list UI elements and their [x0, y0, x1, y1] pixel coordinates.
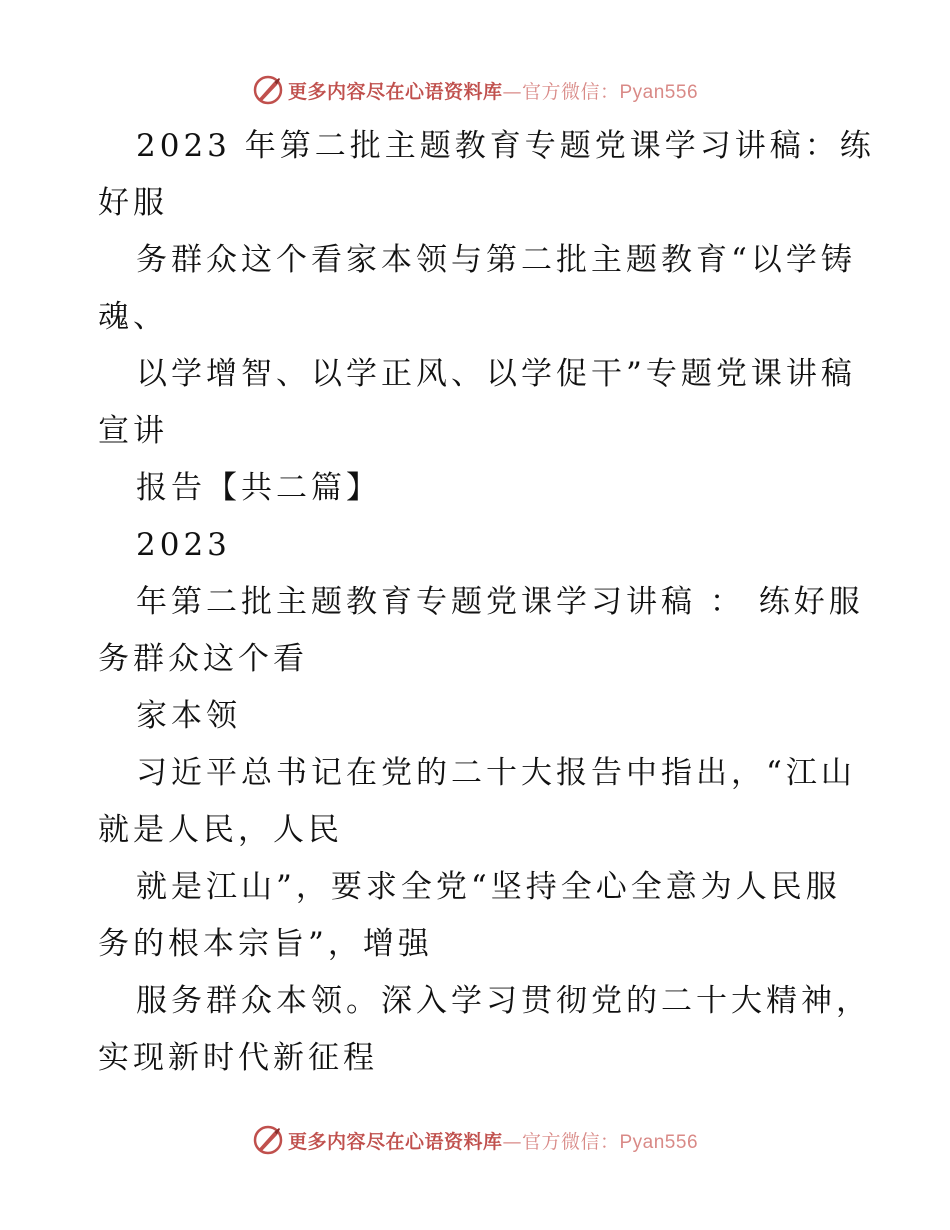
text-line: 魂、	[98, 299, 168, 335]
text-line: 以学增智、以学正风、以学促干”专题党课讲稿	[136, 356, 856, 392]
text-line: 好服	[98, 185, 168, 221]
text-line: 报告【共二篇】	[136, 470, 381, 506]
quill-logo-icon	[252, 1124, 284, 1156]
text-line: 实现新时代新征程	[98, 1040, 378, 1076]
text-line: 习近平总书记在党的二十大报告中指出，“江山	[136, 755, 856, 791]
text-line: 家本领	[136, 698, 241, 734]
text-line: 服务群众本领。深入学习贯彻党的二十大精神，	[136, 983, 871, 1019]
watermark-wechat-id: Pyan556	[619, 1131, 699, 1153]
text-line: 2023 年第二批主题教育专题党课学习讲稿：练	[136, 128, 875, 164]
watermark-main-text: 更多内容尽在心语资料库	[287, 80, 503, 103]
text-line: 宣讲	[98, 413, 168, 449]
header-watermark	[0, 70, 950, 110]
watermark-separator: —	[502, 80, 522, 103]
footer-watermark	[0, 1120, 950, 1160]
text-line: 务群众这个看家本领与第二批主题教育“以学铸	[136, 242, 856, 278]
text-line: 年第二批主题教育专题党课学习讲稿 ： 练好服	[136, 584, 864, 620]
text-line: 务群众这个看	[98, 641, 308, 677]
watermark-tail-text: 官方微信：	[521, 1130, 620, 1153]
quill-logo-icon	[252, 74, 284, 106]
text-line: 务的根本宗旨”，增强	[98, 926, 433, 962]
text-line: 就是江山”，要求全党“坚持全心全意为人民服	[136, 869, 841, 905]
watermark-wechat-id: Pyan556	[619, 81, 699, 103]
document-body	[98, 118, 875, 1087]
watermark-separator: —	[502, 1130, 522, 1153]
text-line: 就是人民，人民	[98, 812, 343, 848]
watermark-tail-text: 官方微信：	[521, 80, 620, 103]
watermark-main-text: 更多内容尽在心语资料库	[287, 1130, 503, 1153]
text-line: 2023	[136, 527, 231, 563]
